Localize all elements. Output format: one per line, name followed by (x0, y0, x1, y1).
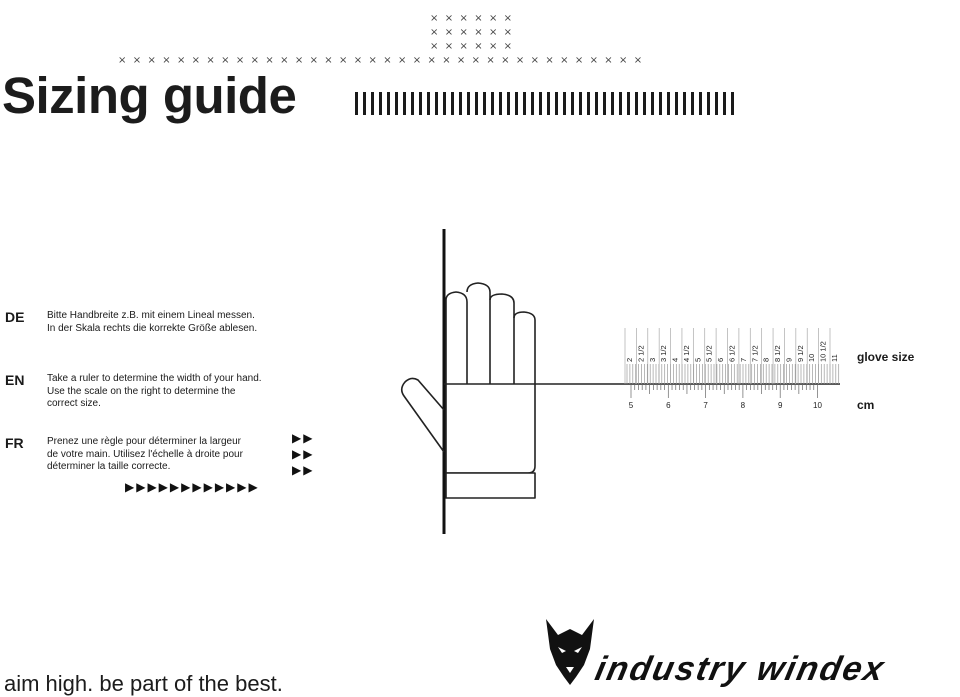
decorative-cross-row: × × × × × × × × × × × × × × × × × × × × × × × × × × × × × × × × × × × × (118, 55, 643, 66)
cm-value: 5 (628, 401, 634, 410)
instruction-de-line2: In der Skala rechts die korrekte Größe ablesen. (47, 322, 258, 334)
lang-code-fr: FR (5, 435, 24, 451)
glove-size-value: 2 1/2 (636, 345, 646, 362)
glove-size-label: glove size (857, 350, 915, 364)
glove-size-value: 11 (830, 354, 839, 362)
glove-size-value: 9 1/2 (795, 345, 805, 362)
cm-value: 10 (813, 401, 822, 410)
cm-value: 6 (666, 401, 671, 410)
brand-wordmark: industry windex (591, 650, 889, 688)
arrow-icon-group: ▶▶ (292, 447, 315, 461)
instruction-fr-line3: déterminer la taille correcte. (47, 461, 171, 472)
lang-code-en: EN (5, 372, 25, 388)
glove-size-value: 7 (738, 357, 748, 362)
cm-ticks (631, 384, 818, 398)
glove-size-value: 5 1/2 (704, 345, 714, 362)
cm-value: 7 (703, 401, 708, 410)
glove-size-value: 10 1/2 (818, 341, 828, 362)
glove-size-value: 4 (670, 357, 680, 362)
glove-size-value: 9 (784, 357, 794, 362)
instruction-fr-line2: de votre main. Utilisez l'échelle à droite pour (47, 448, 243, 460)
instruction-en-line3: correct size. (47, 398, 101, 409)
cm-value: 9 (777, 401, 783, 410)
glove-size-value: 8 (761, 357, 771, 362)
arrow-icon-group: ▶▶ (292, 431, 315, 445)
cm-labels (629, 401, 823, 410)
slogan: aim high. be part of the best. (4, 671, 283, 696)
arrow-icon-group: ▶▶ (292, 463, 315, 477)
glove-size-value: 4 1/2 (681, 345, 691, 362)
wolf-logo-icon (540, 615, 600, 690)
glove-size-value: 7 1/2 (750, 345, 760, 362)
instruction-en-line1: Take a ruler to determine the width of your hand. (47, 373, 262, 384)
arrow-icon-row: ▶▶▶▶▶▶▶▶▶▶▶▶ (125, 480, 260, 494)
decorative-cross-grid: × × × × × × × × × × × × × × × × × × (430, 13, 513, 52)
glove-size-value: 6 (716, 357, 726, 362)
page-title: Sizing guide (2, 67, 297, 124)
hand-icon (402, 283, 535, 498)
glove-size-value: 2 (625, 357, 634, 362)
glove-size-value: 3 1/2 (659, 345, 669, 362)
instruction-en-line2: Use the scale on the right to determine the (47, 385, 236, 397)
glove-size-value: 8 1/2 (773, 345, 783, 362)
instruction-de-line1: Bitte Handbreite z.B. mit einem Lineal messen. (47, 310, 255, 321)
glove-size-value: 3 (647, 357, 657, 362)
cm-value: 8 (740, 401, 746, 410)
glove-size-value: 10 (807, 353, 817, 362)
cm-label: cm (857, 398, 875, 412)
lang-code-de: DE (5, 309, 25, 325)
instruction-fr-line1: Prenez une règle pour déterminer la largeur (47, 436, 241, 447)
glove-size-value: 5 (693, 357, 703, 362)
glove-size-value: 6 1/2 (727, 345, 737, 362)
